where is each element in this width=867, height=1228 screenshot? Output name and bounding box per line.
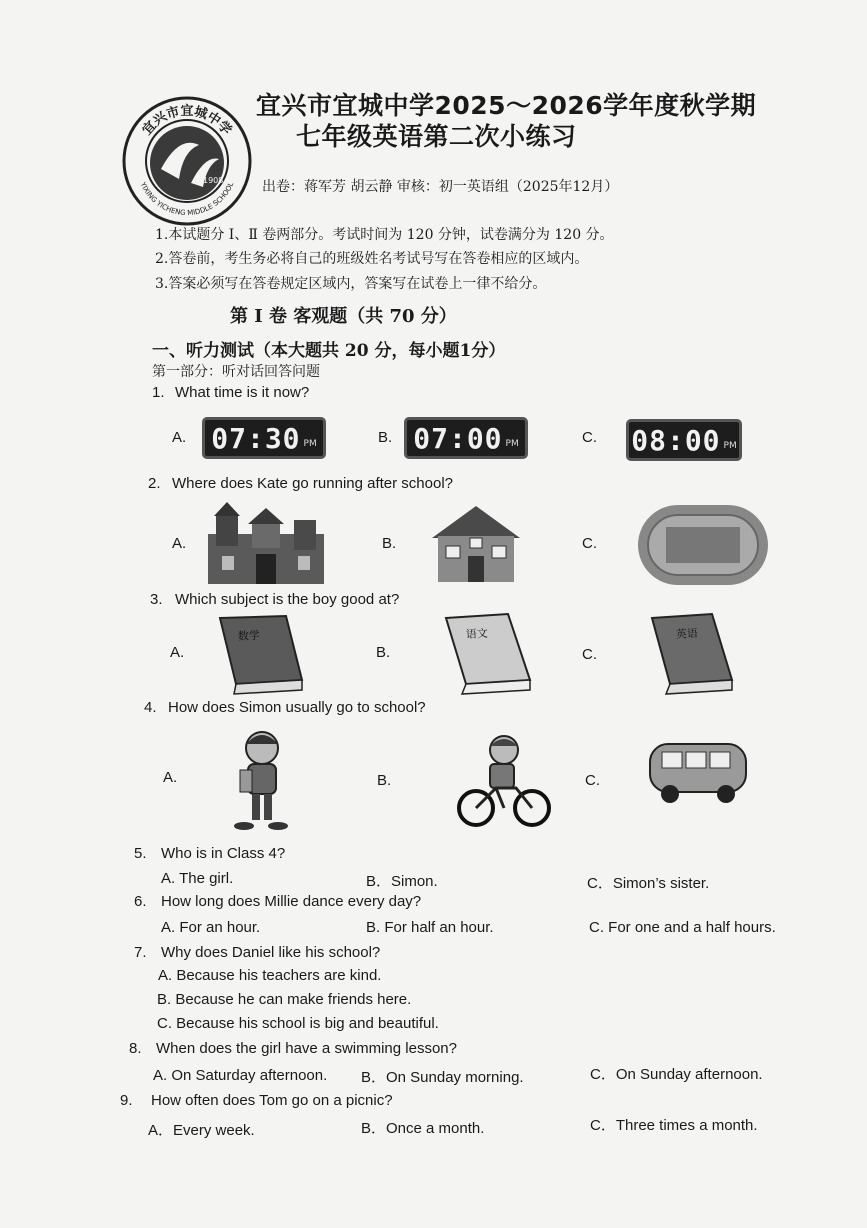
answer-option: A. The girl. xyxy=(161,870,234,887)
section-title: 第 Ⅰ 卷 客观题（共 70 分） xyxy=(230,306,457,327)
house-icon xyxy=(430,502,522,584)
option-label: A. xyxy=(163,769,178,786)
answer-option: B．On Sunday morning. xyxy=(361,1069,524,1086)
digital-clock-icon xyxy=(202,417,326,459)
question-number: 7. xyxy=(134,944,147,961)
answer-option: A. Because his teachers are kind. xyxy=(158,967,382,984)
question-text: Which subject is the boy good at? xyxy=(175,591,400,608)
clock-time: 07:30 xyxy=(211,421,301,455)
svg-text:YIXING YICHENG MIDDLE SCHOOL: YIXING YICHENG MIDDLE SCHOOL xyxy=(138,181,236,218)
question-text: Why does Daniel like his school? xyxy=(161,944,381,961)
option-label: C. xyxy=(582,535,597,552)
answer-option: C．Simon’s sister. xyxy=(587,875,710,892)
authors-line: 出卷：蒋军芳 胡云静 审核：初一英语组（2025年12月） xyxy=(262,179,619,195)
english-book-icon xyxy=(646,610,738,696)
rule-2: 2.答卷前，考生务必将自己的班级姓名考试号写在答卷相应的区域内。 xyxy=(155,251,589,267)
answer-option: A. For an hour. xyxy=(161,919,261,936)
question-text: Who is in Class 4? xyxy=(161,845,286,862)
question-text: How long does Millie dance every day? xyxy=(161,893,422,910)
svg-text:英语: 英语 xyxy=(675,626,699,641)
question-number: 5. xyxy=(134,845,147,862)
rule-3: 3.答案必须写在答卷规定区域内，答案写在试卷上一律不给分。 xyxy=(155,276,547,292)
bus-icon xyxy=(646,736,750,806)
svg-text:1908: 1908 xyxy=(203,176,224,185)
question-number: 3. xyxy=(150,591,163,608)
option-label: C. xyxy=(582,646,597,663)
option-label: B. xyxy=(382,535,397,552)
answer-option: C. Because his school is big and beautiful. xyxy=(157,1015,439,1032)
option-label: A. xyxy=(172,429,187,446)
option-label: A. xyxy=(170,644,185,661)
option-label: B. xyxy=(378,429,393,446)
part-title: 一、听力测试（本大题共 20 分，每小题1分） xyxy=(152,341,506,361)
question-number: 4. xyxy=(144,699,157,716)
question-number: 8. xyxy=(129,1040,142,1057)
question-text: How does Simon usually go to school? xyxy=(168,699,426,716)
question-text: When does the girl have a swimming lesson? xyxy=(156,1040,457,1057)
option-label: C. xyxy=(582,429,597,446)
chinese-book-icon xyxy=(440,610,536,696)
clock-suffix: PM xyxy=(723,441,737,451)
rule-1: 1.本试题分 Ⅰ、Ⅱ 卷两部分。考试时间为 120 分钟，试卷满分为 120 分。 xyxy=(155,227,614,243)
clock-time: 08:00 xyxy=(631,423,721,457)
option-label: B. xyxy=(376,644,391,661)
svg-text:宜兴市宜城中学: 宜兴市宜城中学 xyxy=(139,104,235,139)
digital-clock-icon xyxy=(404,417,528,459)
digital-clock-icon xyxy=(626,419,742,461)
answer-option: A. On Saturday afternoon. xyxy=(153,1067,328,1084)
clock-suffix: PM xyxy=(505,439,519,449)
option-label: A. xyxy=(172,535,187,552)
school-seal-icon xyxy=(121,95,253,227)
answer-option: B. Because he can make friends here. xyxy=(157,991,412,1008)
exam-title-line2: 七年级英语第二次小练习 xyxy=(296,122,577,151)
running-track-icon xyxy=(636,503,770,587)
answer-option: B．Once a month. xyxy=(361,1120,485,1137)
answer-option: C．Three times a month. xyxy=(590,1117,758,1134)
option-label: B. xyxy=(377,772,392,789)
option-label: C. xyxy=(585,772,600,789)
answer-option: B．Simon. xyxy=(366,873,438,890)
answer-option: B. For half an hour. xyxy=(366,919,494,936)
svg-text:语文: 语文 xyxy=(465,626,489,641)
question-number: 2. xyxy=(148,475,161,492)
question-text: How often does Tom go on a picnic? xyxy=(151,1092,393,1109)
math-book-icon xyxy=(212,612,308,696)
question-text: Where does Kate go running after school? xyxy=(172,475,454,492)
walking-boy-icon xyxy=(226,728,296,836)
clock-time: 07:00 xyxy=(413,421,503,455)
question-number: 9. xyxy=(120,1092,133,1109)
answer-option: A．Every week. xyxy=(148,1122,255,1139)
boy-cycling-icon xyxy=(456,730,552,830)
answer-option: C. For one and a half hours. xyxy=(589,919,776,936)
question-number: 6. xyxy=(134,893,147,910)
sub-title: 第一部分：听对话回答问题 xyxy=(152,364,320,380)
question-number: 1. xyxy=(152,384,165,401)
answer-option: C．On Sunday afternoon. xyxy=(590,1066,763,1083)
castle-icon xyxy=(202,498,330,586)
exam-title-line1: 宜兴市宜城中学2025～2026学年度秋学期 xyxy=(256,91,757,120)
clock-suffix: PM xyxy=(303,439,317,449)
svg-text:数学: 数学 xyxy=(237,628,261,643)
question-text: What time is it now? xyxy=(175,384,310,401)
